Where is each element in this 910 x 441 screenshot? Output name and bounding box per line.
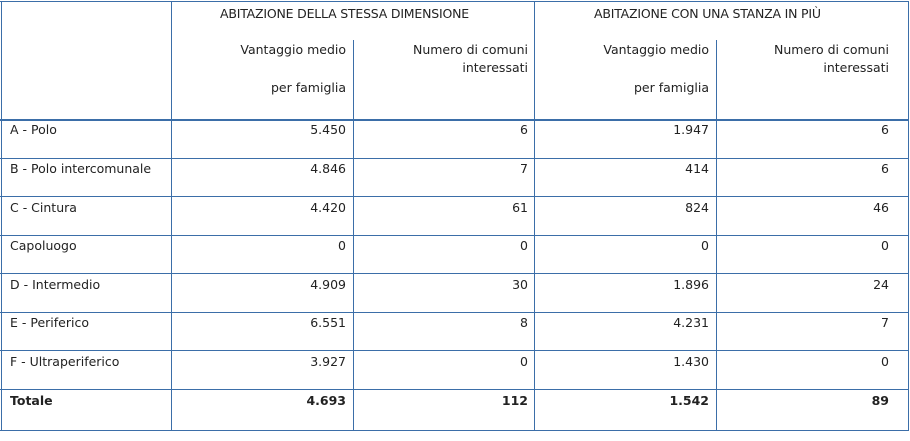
cell-vantaggio-stessa: 4.693 [306,393,346,408]
cell-numero-stanza: 0 [881,238,889,253]
table-bottom-border [0,430,909,431]
subheader-numero-line1: Numero di comuni [412,42,528,57]
subheader-vantaggio-line2: per famiglia [271,80,346,95]
row-label: C - Cintura [10,200,77,215]
cell-numero-stanza: 46 [873,200,889,215]
row-label: B - Polo intercomunale [10,161,152,176]
cell-vantaggio-stessa: 4.420 [310,200,346,215]
group-header-stessa-dimensione: ABITAZIONE DELLA STESSA DIMENSIONE [220,6,469,21]
cell-numero-stanza: 89 [871,393,889,408]
cell-numero-stessa: 7 [520,161,528,176]
row-separator [0,350,909,351]
cell-numero-stessa: 0 [520,238,528,253]
cell-vantaggio-stanza: 824 [685,200,709,215]
row-label: A - Polo [10,122,57,137]
cell-vantaggio-stessa: 6.551 [310,315,346,330]
subheader-vantaggio-line1: Vantaggio medio [603,42,709,57]
cell-numero-stessa: 8 [520,315,528,330]
row-separator [0,389,909,390]
cell-vantaggio-stessa: 5.450 [310,122,346,137]
cell-numero-stessa: 61 [512,200,528,215]
group-header-stanza-in-piu: ABITAZIONE CON UNA STANZA IN PIÙ [594,6,821,21]
cell-numero-stanza: 24 [873,277,889,292]
group-divider [534,1,535,431]
row-separator [0,273,909,274]
cell-vantaggio-stessa: 4.846 [310,161,346,176]
row-separator [0,196,909,197]
header-bottom-border [0,119,909,121]
subheader-numero-line2: interessati [823,60,889,75]
cell-numero-stanza: 6 [881,122,889,137]
cell-numero-stessa: 30 [512,277,528,292]
cell-vantaggio-stanza: 0 [701,238,709,253]
cell-vantaggio-stessa: 3.927 [310,354,346,369]
subheader-vantaggio-line2: per famiglia [634,80,709,95]
cell-vantaggio-stessa: 0 [338,238,346,253]
row-label: D - Intermedio [10,277,101,292]
cell-numero-stessa: 112 [501,393,528,408]
row-separator [0,235,909,236]
subheader-numero-line2: interessati [462,60,528,75]
cell-numero-stessa: 0 [520,354,528,369]
subheader-vantaggio-line1: Vantaggio medio [240,42,346,57]
cell-vantaggio-stanza: 1.542 [669,393,709,408]
cell-vantaggio-stessa: 4.909 [310,277,346,292]
row-label: F - Ultraperiferico [10,354,120,369]
cell-vantaggio-stanza: 1.430 [673,354,709,369]
row-label: Capoluogo [10,238,77,253]
cell-vantaggio-stanza: 1.947 [673,122,709,137]
row-label: Totale [10,393,53,408]
right-border [908,1,909,431]
cell-numero-stanza: 0 [881,354,889,369]
left-border [1,1,2,431]
row-label: E - Periferico [10,315,89,330]
cell-vantaggio-stanza: 414 [685,161,709,176]
label-column-divider [171,1,172,431]
cell-numero-stanza: 6 [881,161,889,176]
subheader-numero-line1: Numero di comuni [773,42,889,57]
cell-vantaggio-stanza: 1.896 [673,277,709,292]
row-separator [0,158,909,159]
cell-numero-stanza: 7 [881,315,889,330]
cell-numero-stessa: 6 [520,122,528,137]
row-separator [0,312,909,313]
cell-vantaggio-stanza: 4.231 [673,315,709,330]
table-top-border [0,1,909,2]
